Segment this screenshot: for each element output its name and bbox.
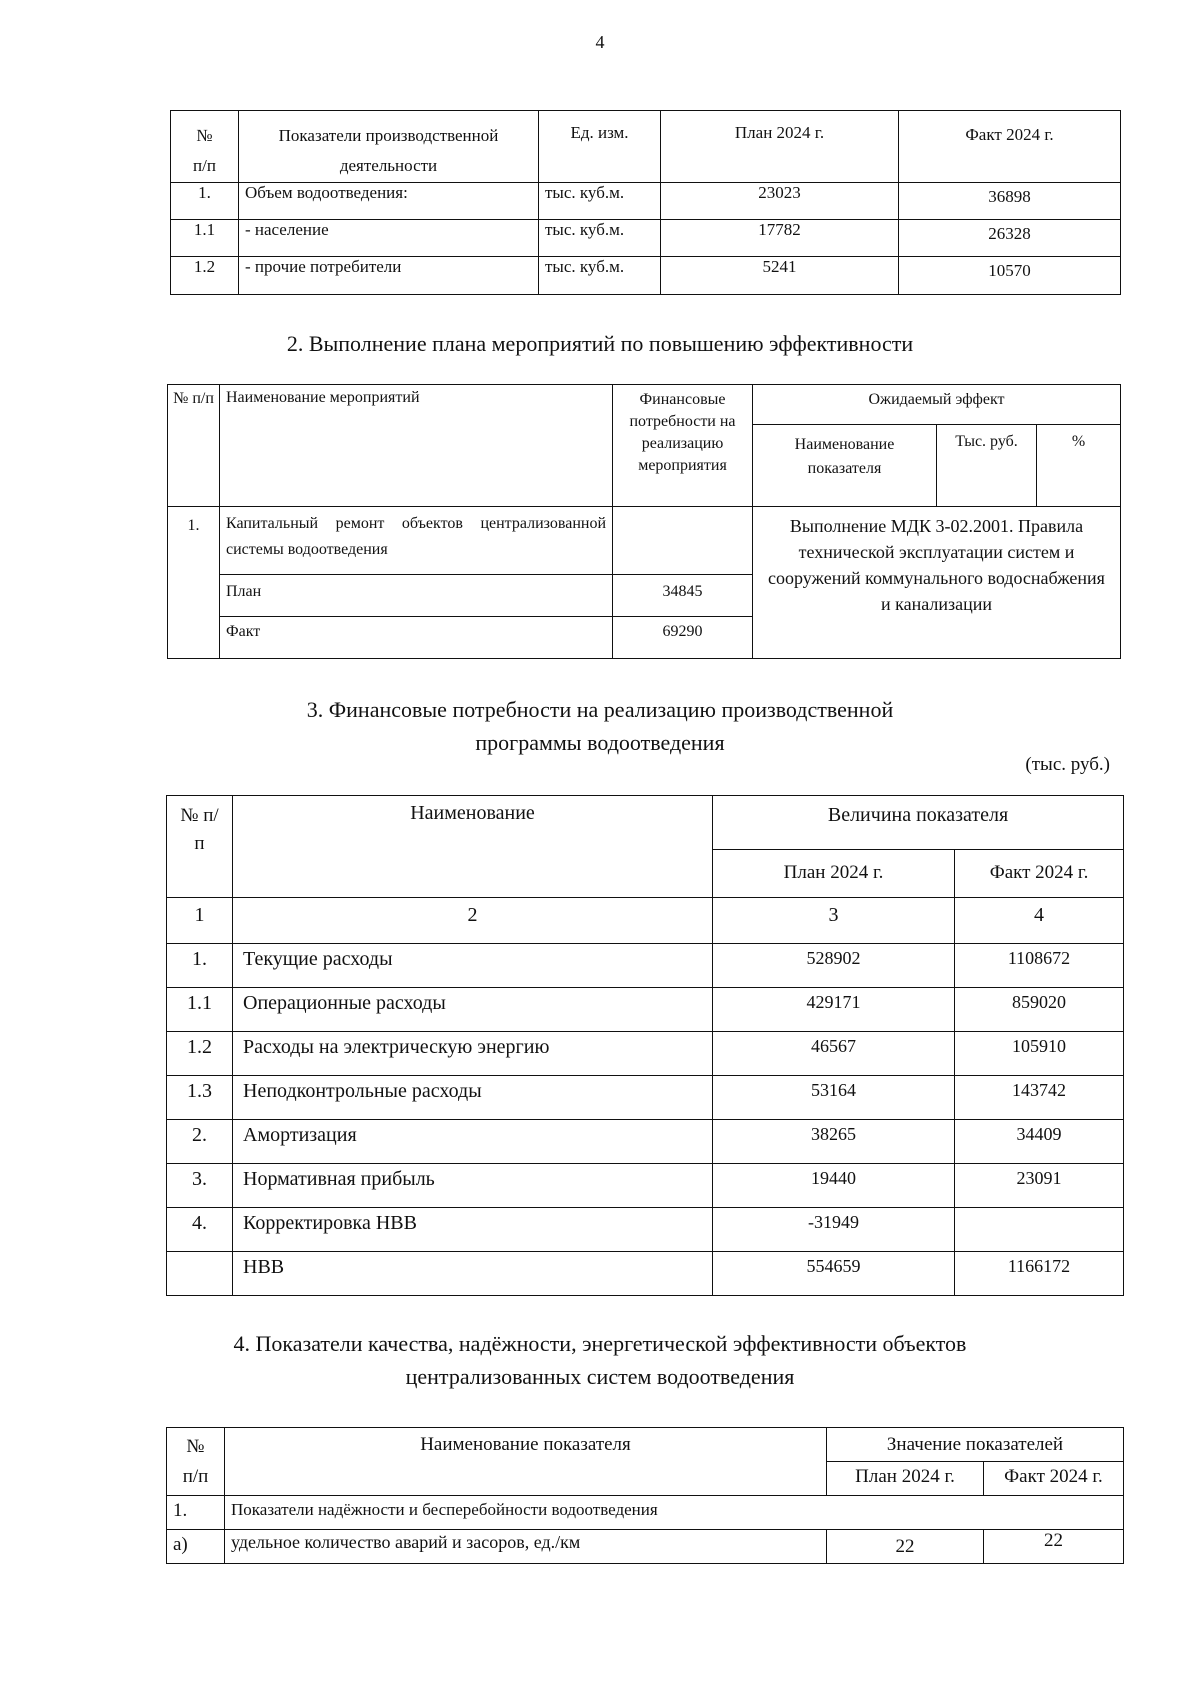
header-num: № п/п	[167, 796, 233, 898]
header-unit: Ед. изм.	[539, 111, 661, 183]
header-effect-rub: Тыс. руб.	[937, 425, 1037, 507]
quality-indicators-table	[166, 1427, 1124, 1564]
table-row	[167, 1032, 1124, 1076]
table-row	[167, 1208, 1124, 1252]
header-effect: Ожидаемый эффект	[753, 385, 1121, 425]
row-fact-label: Факт	[220, 617, 613, 659]
row-plan: 53164	[713, 1076, 955, 1120]
row-num: 1.1	[167, 988, 233, 1032]
row-plan: 17782	[661, 220, 899, 257]
row-plan: 5241	[661, 257, 899, 295]
row-fact	[955, 1208, 1124, 1252]
table-row	[168, 507, 1121, 575]
row-plan: 528902	[713, 944, 955, 988]
row-num: 4.	[167, 1208, 233, 1252]
header-plan: План 2024 г.	[661, 111, 899, 183]
row-unit: тыс. куб.м.	[539, 220, 661, 257]
header-fact: Факт 2024 г.	[984, 1462, 1124, 1496]
row-num	[167, 1252, 233, 1296]
row-plan: 19440	[713, 1164, 955, 1208]
row-fact: 1166172	[955, 1252, 1124, 1296]
row-name: Текущие расходы	[233, 944, 713, 988]
table-header-row	[167, 1428, 1124, 1462]
table-row	[167, 1496, 1124, 1530]
header-value: Значение показателей	[827, 1428, 1124, 1462]
financial-needs-table	[166, 795, 1124, 1296]
row-fact-value: 69290	[613, 617, 753, 659]
row-name: Расходы на электрическую энергию	[233, 1032, 713, 1076]
table-row	[167, 1252, 1124, 1296]
row-plan-label: План	[220, 575, 613, 617]
row-num: 1.	[167, 944, 233, 988]
section3-title	[0, 693, 1200, 759]
row-plan: 429171	[713, 988, 955, 1032]
section3-title-line2: программы водоотведения	[475, 730, 725, 755]
row-plan: 554659	[713, 1252, 955, 1296]
production-indicators-table	[170, 110, 1121, 295]
header-fact: Факт 2024 г.	[955, 850, 1124, 898]
row-fact: 143742	[955, 1076, 1124, 1120]
col-number-2: 2	[233, 898, 713, 944]
table-header-row	[167, 796, 1124, 850]
table-row	[167, 988, 1124, 1032]
row-effect-text: Выполнение МДК 3-02.2001. Правила технической эксплуатации систем и сооружений коммунального водоснабжения и канализации	[753, 507, 1121, 659]
header-name: Наименование показателя	[225, 1428, 827, 1496]
efficiency-measures-table	[167, 384, 1121, 659]
table-row	[171, 183, 1121, 220]
row-name: Амортизация	[233, 1120, 713, 1164]
table-row	[171, 220, 1121, 257]
header-name-bottom: деятельности	[339, 156, 438, 175]
header-fact: Факт 2024 г.	[899, 111, 1121, 183]
row-fact: 1108672	[955, 944, 1124, 988]
row-fact: 22	[984, 1530, 1124, 1564]
header-effect-pct: %	[1037, 425, 1121, 507]
row-unit: тыс. куб.м.	[539, 257, 661, 295]
row-num: 1.2	[171, 257, 239, 295]
table-header-row	[171, 111, 1121, 183]
unit-note: (тыс. руб.)	[1025, 754, 1110, 775]
header-num-top: №	[186, 1436, 205, 1457]
row-fact: 36898	[899, 183, 1121, 220]
row-unit: тыс. куб.м.	[539, 183, 661, 220]
header-effect-name: Наименование показателя	[753, 425, 937, 507]
row-plan: 23023	[661, 183, 899, 220]
table-row	[167, 944, 1124, 988]
row-num: 2.	[167, 1120, 233, 1164]
header-plan: План 2024 г.	[713, 850, 955, 898]
table-row	[167, 1530, 1124, 1564]
section3-title-line1: 3. Финансовые потребности на реализацию производственной	[306, 697, 894, 722]
col-number-4: 4	[955, 898, 1124, 944]
row-plan: 46567	[713, 1032, 955, 1076]
header-num-bottom: п/п	[182, 1466, 209, 1487]
section4-title	[0, 1327, 1200, 1393]
table-row	[167, 1076, 1124, 1120]
row-fact: 10570	[899, 257, 1121, 295]
section4-title-line1: 4. Показатели качества, надёжности, энергетической эффективности объектов	[233, 1331, 967, 1356]
row-name: Объем водоотведения:	[239, 183, 539, 220]
table-row	[167, 1164, 1124, 1208]
row-num: 1.2	[167, 1032, 233, 1076]
row-num: 1.	[167, 1496, 225, 1530]
table-header-row	[168, 385, 1121, 425]
page-number: 4	[595, 32, 605, 52]
header-name-top: Показатели производственной	[278, 126, 499, 145]
row-num: 1.3	[167, 1076, 233, 1120]
header-num: № п/п	[168, 385, 220, 507]
row-num: 1.1	[171, 220, 239, 257]
header-name: Наименование	[233, 796, 713, 898]
row-num: а)	[167, 1530, 225, 1564]
section4-title-line2: централизованных систем водоотведения	[405, 1364, 795, 1389]
row-fact: 23091	[955, 1164, 1124, 1208]
row-fact: 105910	[955, 1032, 1124, 1076]
row-num: 1.	[168, 507, 220, 659]
row-name: Показатели надёжности и бесперебойности водоотведения	[225, 1496, 1124, 1530]
row-fact: 26328	[899, 220, 1121, 257]
row-name: Корректировка НВВ	[233, 1208, 713, 1252]
row-name: - население	[239, 220, 539, 257]
row-plan: -31949	[713, 1208, 955, 1252]
row-name: Нормативная прибыль	[233, 1164, 713, 1208]
row-name: - прочие потребители	[239, 257, 539, 295]
header-name: Наименование мероприятий	[220, 385, 613, 507]
col-number-1: 1	[167, 898, 233, 944]
row-num: 1.	[171, 183, 239, 220]
header-plan: План 2024 г.	[827, 1462, 984, 1496]
header-value: Величина показателя	[713, 796, 1124, 850]
row-plan-value: 34845	[613, 575, 753, 617]
row-fact: 34409	[955, 1120, 1124, 1164]
row-name: Неподконтрольные расходы	[233, 1076, 713, 1120]
row-name: Капитальный ремонт объектов централизованной системы водоотведения	[220, 507, 613, 575]
row-name: НВВ	[233, 1252, 713, 1296]
row-name: Операционные расходы	[233, 988, 713, 1032]
header-num-top: №	[196, 126, 213, 145]
row-plan: 22	[827, 1530, 984, 1564]
row-name: удельное количество аварий и засоров, ед./км	[225, 1530, 827, 1564]
table-row	[167, 1120, 1124, 1164]
row-plan: 38265	[713, 1120, 955, 1164]
row-fact: 859020	[955, 988, 1124, 1032]
section2-title: 2. Выполнение плана мероприятий по повышению эффективности	[286, 331, 914, 356]
row-num: 3.	[167, 1164, 233, 1208]
table-row	[171, 257, 1121, 295]
column-numbers-row	[167, 898, 1124, 944]
col-number-3: 3	[713, 898, 955, 944]
header-num-bottom: п/п	[193, 156, 216, 175]
header-finance: Финансовые потребности на реализацию мероприятия	[613, 385, 753, 507]
